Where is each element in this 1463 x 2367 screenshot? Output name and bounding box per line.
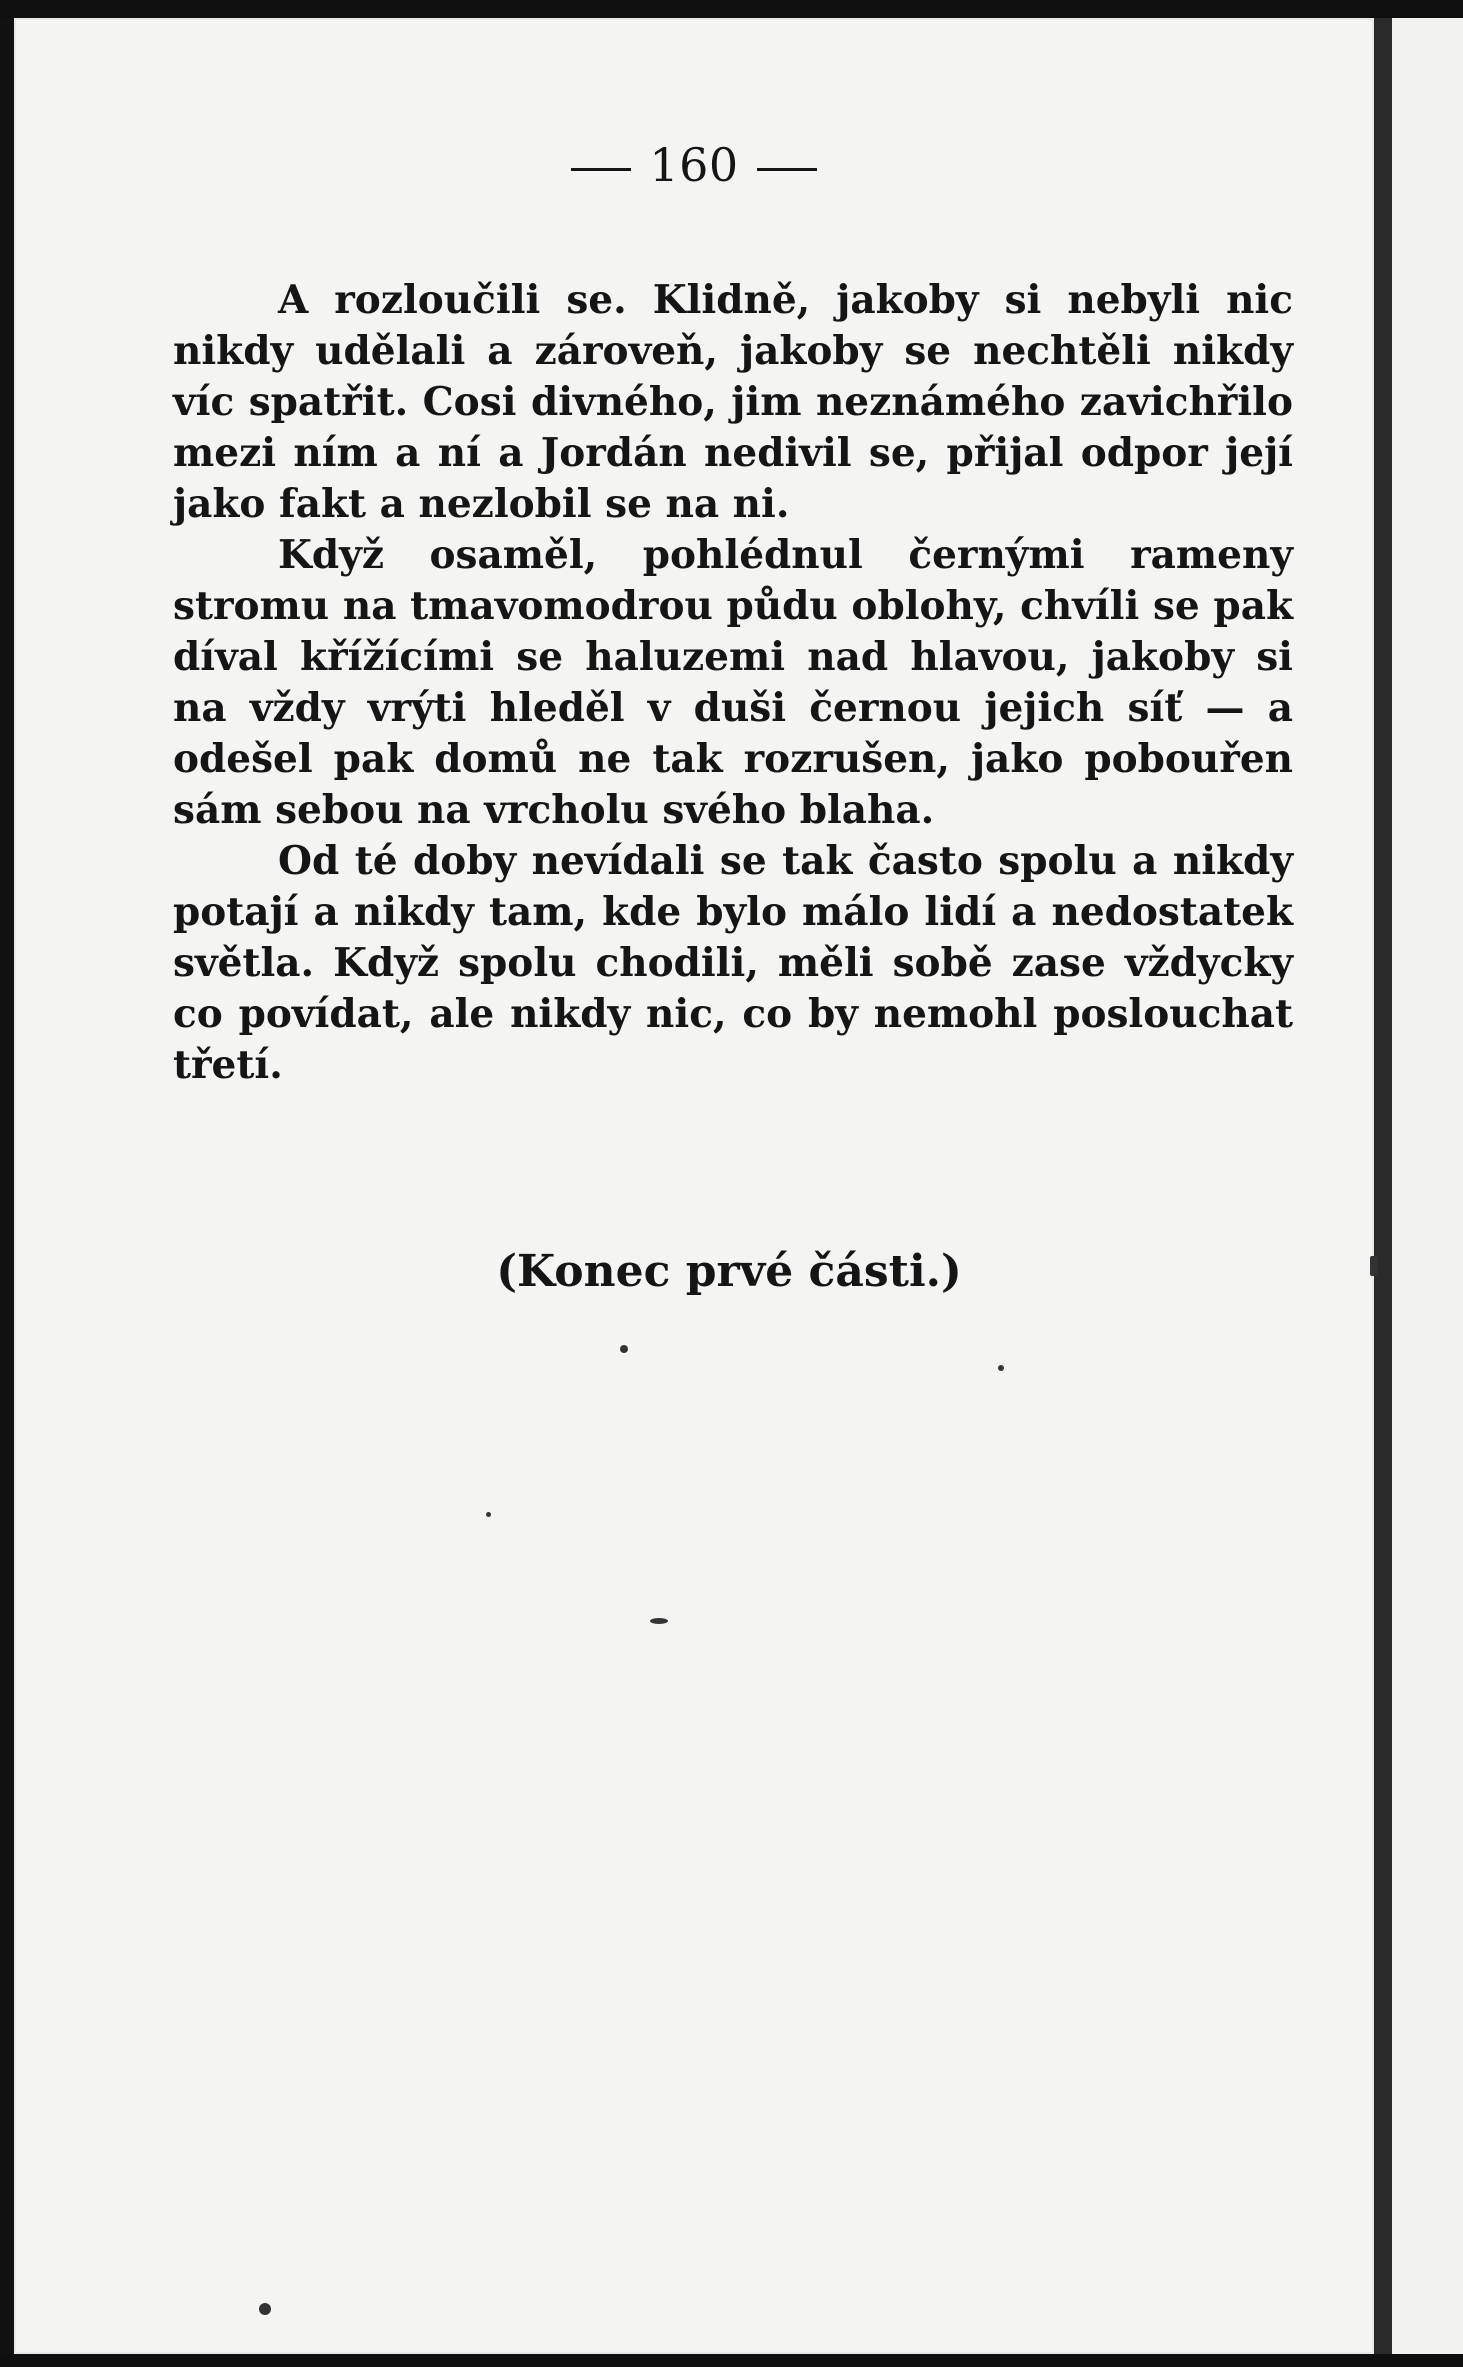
adjacent-page-edge	[1392, 18, 1463, 2354]
page-spine-edge	[1374, 18, 1392, 2354]
scan-bottom-edge	[0, 2354, 1463, 2367]
scan-speck	[620, 1345, 628, 1353]
paragraph-2: Když osaměl, pohlédnul černými rameny stromu na tmavomodrou půdu oblohy, chvíli se pak díval křížícími se haluzemi nad hlavou, jakoby si na vždy vrýti hleděl v duši černou jejich síť — a odešel pak domů ne tak rozrušen, jako pobouřen sám sebou na vrcholu svého blaha.	[173, 532, 1293, 833]
paragraph-3: Od té doby nevídali se tak často spolu a nikdy potají a nikdy tam, kde bylo málo lidí a nedostatek světla. Když spolu chodili, měli sobě zase vždycky co povídat, ale nikdy nic, co by nemohl poslouchat třetí.	[173, 838, 1293, 1088]
scan-top-edge	[0, 0, 1463, 18]
header-dash-right	[757, 168, 817, 171]
scan-speck	[998, 1365, 1004, 1371]
scan-speck	[650, 1618, 668, 1624]
scan-speck	[486, 1512, 491, 1517]
page-number: 160	[649, 138, 739, 192]
page-header	[14, 138, 1374, 192]
paragraph-1: A rozloučili se. Klidně, jakoby si nebyli nic nikdy udělali a zároveň, jakoby se nechtěli nikdy víc spatřit. Cosi divného, jim neznámého zavichřilo mezi ním a ní a Jordán nedivil se, přijal odpor její jako fakt a nezlobil se na ni.	[173, 277, 1293, 527]
section-closing: (Konec prvé části.)	[496, 1246, 962, 1297]
header-dash-left	[571, 168, 631, 171]
body-text	[173, 275, 1293, 1091]
scan-speck	[259, 2303, 271, 2315]
scan-speck	[1370, 1256, 1378, 1276]
